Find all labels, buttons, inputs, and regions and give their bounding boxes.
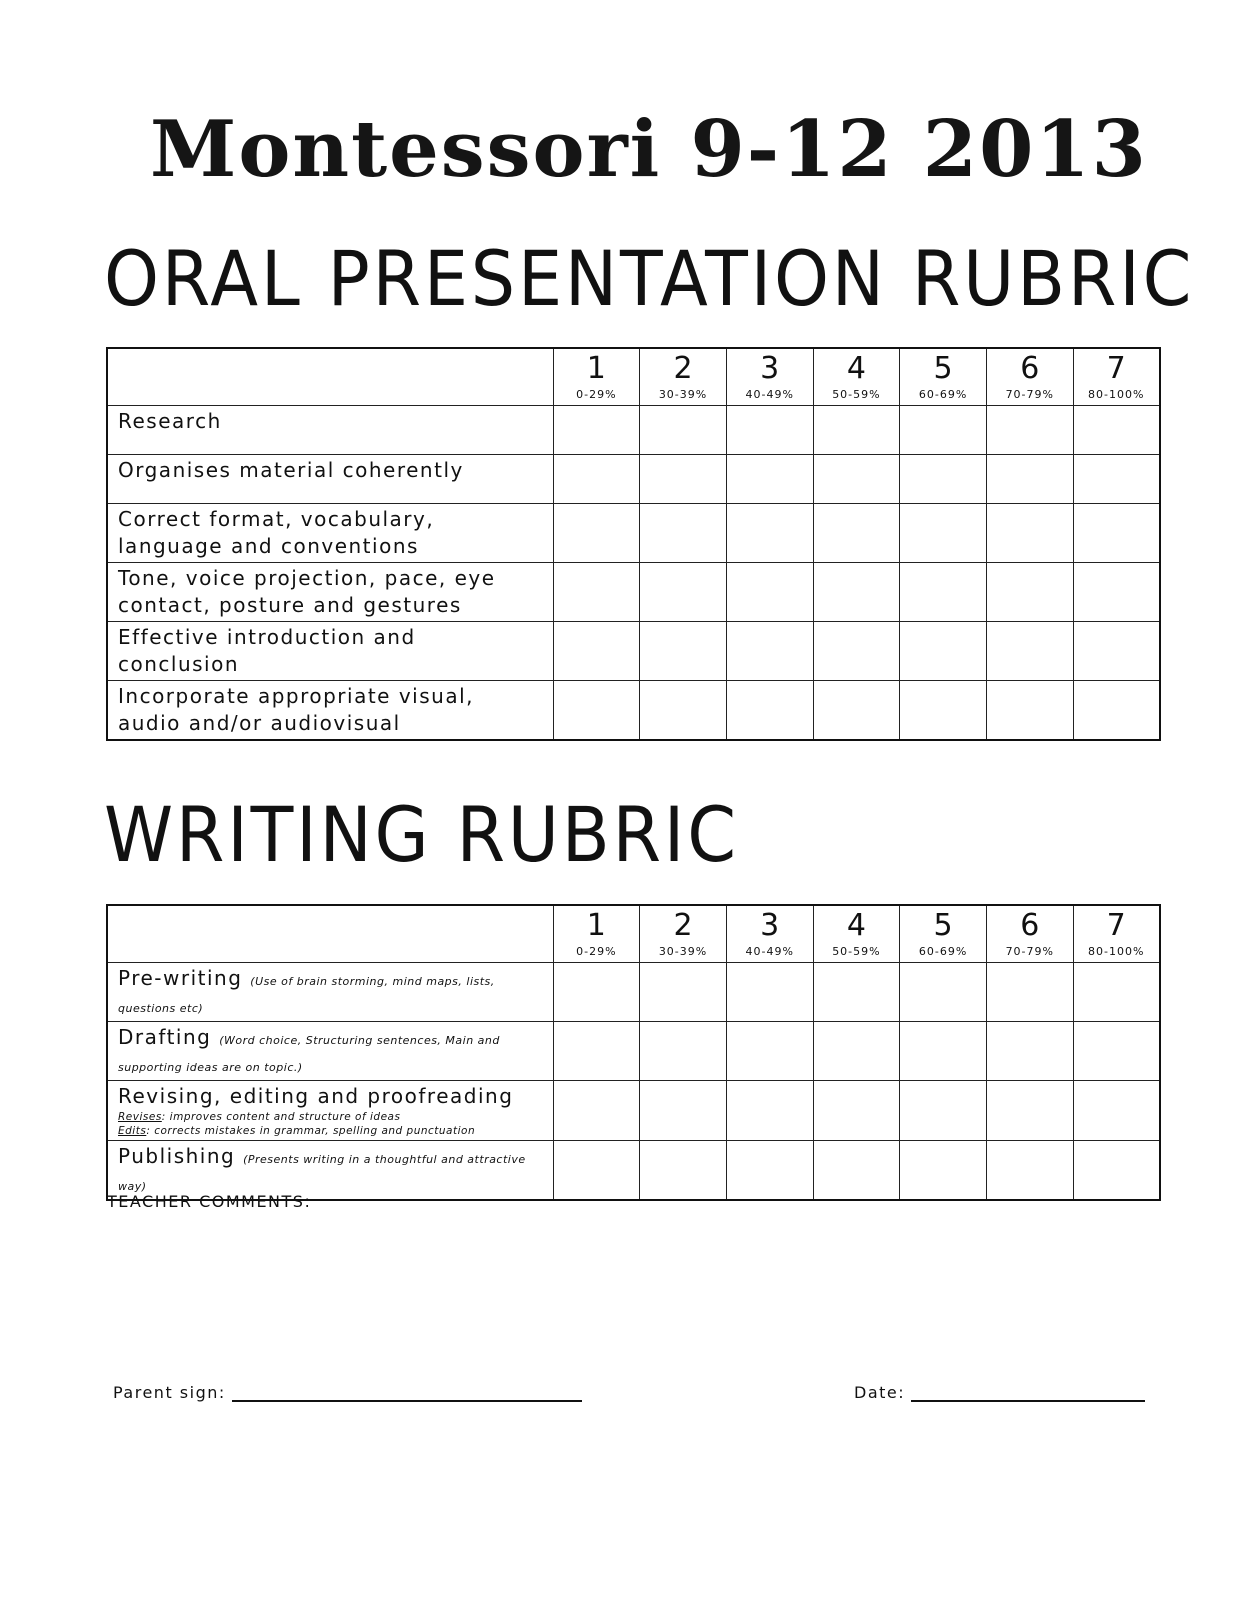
criterion-cell xyxy=(107,1080,553,1140)
score-cell[interactable] xyxy=(900,1021,987,1080)
criterion-label: Incorporate appropriate visual, audio and/or audiovisual xyxy=(107,680,553,740)
score-number: 4 xyxy=(846,908,866,943)
table-row xyxy=(107,405,1160,454)
score-cell[interactable] xyxy=(553,680,640,740)
writing-score-header xyxy=(640,905,727,962)
score-cell[interactable] xyxy=(553,1021,640,1080)
criterion-label: Organises material coherently xyxy=(107,454,553,503)
score-cell[interactable] xyxy=(640,680,727,740)
score-cell[interactable] xyxy=(726,405,813,454)
score-number: 1 xyxy=(586,351,606,386)
score-range: 60-69% xyxy=(918,945,968,958)
score-cell[interactable] xyxy=(640,1080,727,1140)
table-row xyxy=(107,1140,1160,1200)
score-range: 50-59% xyxy=(832,388,881,401)
score-cell[interactable] xyxy=(553,1080,640,1140)
score-cell[interactable] xyxy=(986,962,1073,1021)
criterion-label: Drafting xyxy=(118,1024,212,1049)
score-cell[interactable] xyxy=(553,405,640,454)
score-range: 0-29% xyxy=(576,945,617,958)
score-cell[interactable] xyxy=(986,562,1073,621)
page-title: Montessori 9-12 2013 xyxy=(150,104,1148,195)
writing-score-header xyxy=(813,905,900,962)
criterion-cell xyxy=(107,962,553,1021)
writing-score-header xyxy=(986,905,1073,962)
score-cell[interactable] xyxy=(813,962,900,1021)
score-cell[interactable] xyxy=(900,621,987,680)
score-range: 0-29% xyxy=(576,388,617,401)
score-number: 1 xyxy=(586,908,606,943)
score-cell[interactable] xyxy=(640,503,727,562)
score-cell[interactable] xyxy=(1073,680,1160,740)
score-range: 30-39% xyxy=(658,388,708,401)
score-cell[interactable] xyxy=(726,1021,813,1080)
score-cell[interactable] xyxy=(640,454,727,503)
table-row xyxy=(107,454,1160,503)
score-cell[interactable] xyxy=(1073,1080,1160,1140)
score-cell[interactable] xyxy=(553,621,640,680)
criterion-label: Pre-writing xyxy=(118,965,243,990)
criterion-label: Effective introduction and conclusion xyxy=(107,621,553,680)
criterion-label: Research xyxy=(107,405,553,454)
score-range: 50-59% xyxy=(832,945,881,958)
criterion-label: Correct format, vocabulary, language and conventions xyxy=(107,503,553,562)
oral-header-blank-cell xyxy=(107,348,553,405)
score-cell[interactable] xyxy=(1073,503,1160,562)
score-cell[interactable] xyxy=(726,621,813,680)
criterion-note: (Presents writing in a thoughtful and attractive way) xyxy=(118,1152,526,1193)
score-cell[interactable] xyxy=(1073,405,1160,454)
criterion-subnote xyxy=(118,1124,543,1138)
score-cell[interactable] xyxy=(900,454,987,503)
table-row xyxy=(107,1080,1160,1140)
oral-score-header xyxy=(640,348,727,405)
score-range: 30-39% xyxy=(658,945,708,958)
score-cell[interactable] xyxy=(813,1021,900,1080)
table-row xyxy=(107,1021,1160,1080)
score-cell[interactable] xyxy=(986,680,1073,740)
score-cell[interactable] xyxy=(726,1140,813,1200)
score-cell[interactable] xyxy=(1073,454,1160,503)
score-cell[interactable] xyxy=(813,503,900,562)
score-cell[interactable] xyxy=(726,680,813,740)
table-row xyxy=(107,962,1160,1021)
oral-score-header xyxy=(900,348,987,405)
score-range: 40-49% xyxy=(745,945,794,958)
score-range: 70-79% xyxy=(1005,388,1054,401)
parent-sign-label: Parent sign: xyxy=(113,1383,226,1402)
score-cell[interactable] xyxy=(813,454,900,503)
score-number: 7 xyxy=(1106,908,1126,943)
oral-score-header xyxy=(813,348,900,405)
oral-score-header xyxy=(726,348,813,405)
score-cell[interactable] xyxy=(813,621,900,680)
score-cell[interactable] xyxy=(986,1021,1073,1080)
score-cell[interactable] xyxy=(640,962,727,1021)
oral-score-header-row xyxy=(107,348,1160,405)
subnote-text: : improves content and structure of ideas xyxy=(161,1110,401,1123)
subnote-label: Edits xyxy=(118,1124,147,1137)
score-cell[interactable] xyxy=(726,562,813,621)
score-cell[interactable] xyxy=(553,454,640,503)
score-cell[interactable] xyxy=(900,503,987,562)
subnote-label: Revises xyxy=(118,1110,162,1123)
score-number: 6 xyxy=(1020,351,1040,386)
table-row xyxy=(107,680,1160,740)
score-cell[interactable] xyxy=(1073,621,1160,680)
criterion-label: Revising, editing and proofreading xyxy=(118,1083,514,1108)
criterion-label: Tone, voice projection, pace, eye contact, posture and gestures xyxy=(107,562,553,621)
table-row xyxy=(107,621,1160,680)
date-row xyxy=(854,1383,1145,1402)
score-cell[interactable] xyxy=(813,680,900,740)
writing-header-blank-cell xyxy=(107,905,553,962)
score-cell[interactable] xyxy=(986,621,1073,680)
score-range: 80-100% xyxy=(1088,388,1145,401)
score-cell[interactable] xyxy=(640,1140,727,1200)
score-cell[interactable] xyxy=(986,454,1073,503)
teacher-comments-label: TEACHER COMMENTS: xyxy=(107,1192,312,1211)
criterion-note: (Use of brain storming, mind maps, lists, questions etc) xyxy=(118,974,495,1015)
oral-score-header xyxy=(986,348,1073,405)
score-cell[interactable] xyxy=(900,680,987,740)
score-number: 2 xyxy=(673,908,693,943)
score-cell[interactable] xyxy=(900,1080,987,1140)
table-row xyxy=(107,562,1160,621)
writing-score-header xyxy=(1073,905,1160,962)
date-field[interactable] xyxy=(911,1384,1145,1402)
score-range: 70-79% xyxy=(1005,945,1054,958)
score-cell[interactable] xyxy=(986,503,1073,562)
score-cell[interactable] xyxy=(640,1021,727,1080)
score-cell[interactable] xyxy=(900,405,987,454)
score-range: 60-69% xyxy=(918,388,968,401)
score-number: 4 xyxy=(846,351,866,386)
score-cell[interactable] xyxy=(813,405,900,454)
score-range: 40-49% xyxy=(745,388,794,401)
score-cell[interactable] xyxy=(553,1140,640,1200)
score-cell[interactable] xyxy=(640,562,727,621)
score-cell[interactable] xyxy=(986,1140,1073,1200)
score-number: 6 xyxy=(1020,908,1040,943)
subnote-text: : corrects mistakes in grammar, spelling and punctuation xyxy=(146,1124,476,1137)
score-cell[interactable] xyxy=(813,1080,900,1140)
date-label: Date: xyxy=(854,1383,906,1402)
score-cell[interactable] xyxy=(813,1140,900,1200)
score-cell[interactable] xyxy=(726,503,813,562)
score-number: 5 xyxy=(933,908,953,943)
score-cell[interactable] xyxy=(986,405,1073,454)
oral-rubric-table xyxy=(106,347,1161,741)
score-number: 5 xyxy=(933,351,953,386)
criterion-cell xyxy=(107,1021,553,1080)
score-number: 7 xyxy=(1106,351,1126,386)
score-cell[interactable] xyxy=(900,1140,987,1200)
writing-rubric-table xyxy=(106,904,1161,1201)
score-cell[interactable] xyxy=(900,562,987,621)
oral-rubric-heading: ORAL PRESENTATION RUBRIC xyxy=(104,234,1195,323)
score-cell[interactable] xyxy=(553,562,640,621)
writing-score-header xyxy=(900,905,987,962)
score-cell[interactable] xyxy=(640,621,727,680)
score-cell[interactable] xyxy=(1073,1140,1160,1200)
score-cell[interactable] xyxy=(813,562,900,621)
writing-score-header-row xyxy=(107,905,1160,962)
score-cell[interactable] xyxy=(726,454,813,503)
score-number: 2 xyxy=(673,351,693,386)
writing-score-header xyxy=(726,905,813,962)
oral-score-header xyxy=(1073,348,1160,405)
score-cell[interactable] xyxy=(726,1080,813,1140)
criterion-subnote xyxy=(118,1110,543,1124)
criterion-cell xyxy=(107,1140,553,1200)
writing-rubric-heading: WRITING RUBRIC xyxy=(104,790,739,879)
parent-sign-field[interactable] xyxy=(232,1384,582,1402)
score-cell[interactable] xyxy=(1073,1021,1160,1080)
score-cell[interactable] xyxy=(553,503,640,562)
score-cell[interactable] xyxy=(640,405,727,454)
score-range: 80-100% xyxy=(1088,945,1145,958)
writing-score-header xyxy=(553,905,640,962)
score-cell[interactable] xyxy=(1073,962,1160,1021)
parent-sign-row xyxy=(113,1383,582,1402)
score-cell[interactable] xyxy=(1073,562,1160,621)
score-cell[interactable] xyxy=(726,962,813,1021)
score-cell[interactable] xyxy=(553,962,640,1021)
table-row xyxy=(107,503,1160,562)
criterion-note: (Word choice, Structuring sentences, Main and supporting ideas are on topic.) xyxy=(118,1033,500,1074)
score-cell[interactable] xyxy=(900,962,987,1021)
score-cell[interactable] xyxy=(986,1080,1073,1140)
criterion-label: Publishing xyxy=(118,1143,236,1168)
score-number: 3 xyxy=(760,351,780,386)
oral-score-header xyxy=(553,348,640,405)
score-number: 3 xyxy=(760,908,780,943)
